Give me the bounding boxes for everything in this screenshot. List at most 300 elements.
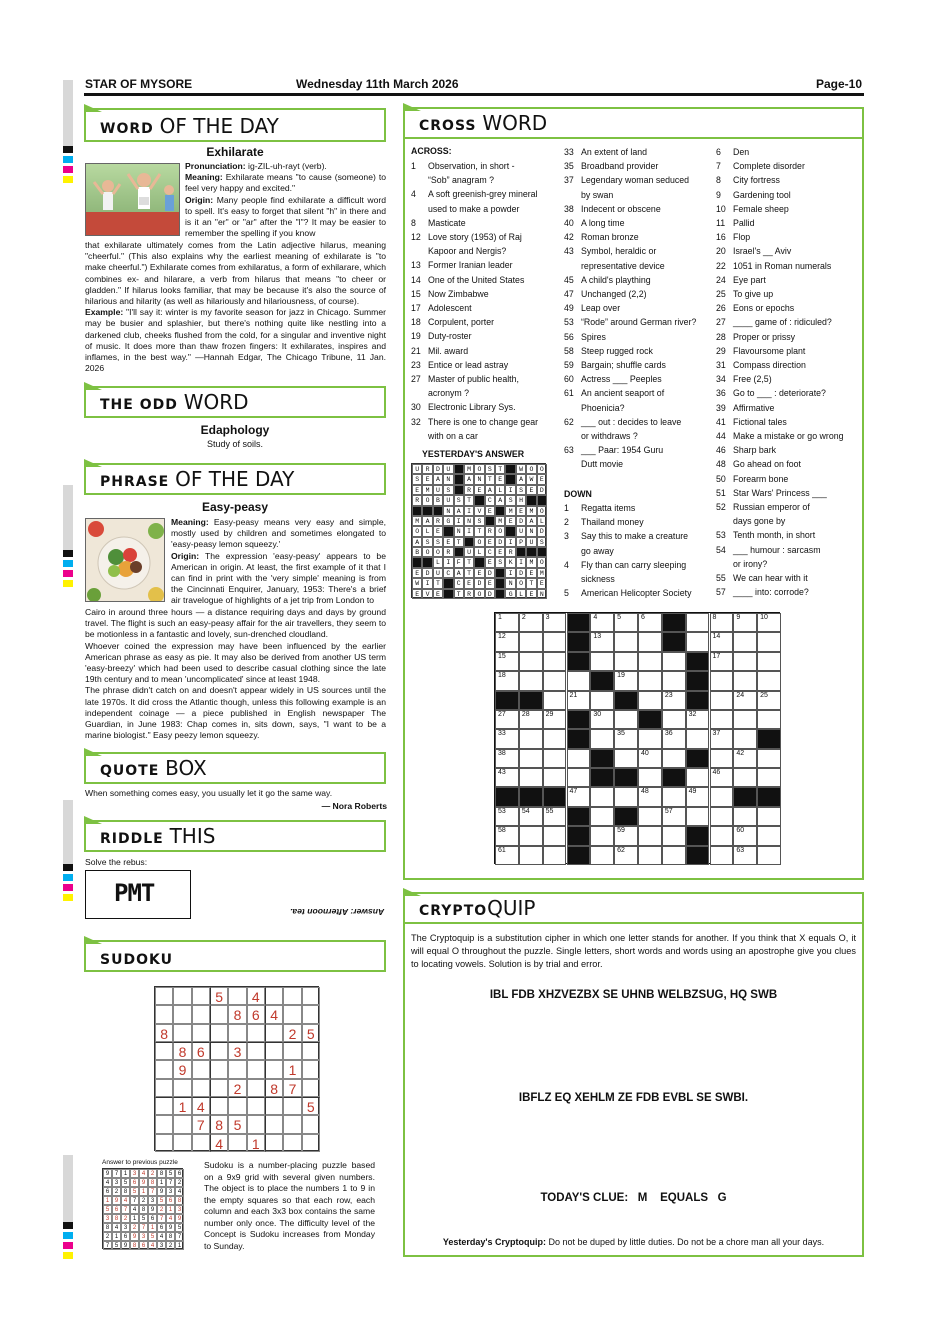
- page-number: Page-10: [816, 77, 863, 91]
- answer-cell: I: [464, 506, 474, 516]
- sudoku-cell[interactable]: [265, 1042, 283, 1060]
- crossword-cell[interactable]: [638, 787, 662, 806]
- crossword-cell[interactable]: [519, 710, 543, 729]
- answer-cell: C: [485, 495, 495, 505]
- crossword-cell[interactable]: [638, 613, 662, 632]
- clue: [411, 287, 561, 301]
- sudoku-cell[interactable]: [155, 1097, 173, 1115]
- crossword-block: [567, 613, 591, 632]
- crossword-cell[interactable]: [710, 710, 734, 729]
- crossword-cell[interactable]: [614, 632, 638, 651]
- sudoku-cell: 1: [283, 1060, 301, 1078]
- crossword-cell[interactable]: [519, 632, 543, 651]
- sudoku-cell[interactable]: [228, 987, 246, 1005]
- crossword-cell[interactable]: [710, 807, 734, 826]
- sudoku-cell[interactable]: [265, 1134, 283, 1152]
- crossword-block: [757, 729, 781, 748]
- crossword-cell[interactable]: [590, 787, 614, 806]
- previous-sudoku-cell: 6: [130, 1178, 139, 1187]
- crossword-cell[interactable]: [710, 768, 734, 787]
- previous-sudoku-cell: 5: [130, 1187, 139, 1196]
- crossword-cell[interactable]: [733, 613, 757, 632]
- sudoku-cell[interactable]: [283, 1097, 301, 1115]
- clue: [411, 159, 561, 173]
- answer-cell: R: [464, 485, 474, 495]
- clue-text: Flavoursome plant: [733, 345, 806, 356]
- across-clues-col2: [564, 145, 714, 472]
- sudoku-cell[interactable]: [283, 987, 301, 1005]
- clue-number: 47: [564, 289, 574, 300]
- clue: [716, 259, 861, 273]
- crossword-cell[interactable]: [567, 671, 591, 690]
- crossword-cell[interactable]: [543, 846, 567, 865]
- clue-number: [564, 572, 581, 586]
- clue: [716, 230, 861, 244]
- answer-cell: M: [505, 506, 515, 516]
- crossword-cell[interactable]: [567, 749, 591, 768]
- crossword-cell[interactable]: [614, 729, 638, 748]
- answer-cell: B: [433, 495, 443, 505]
- crossword-cell[interactable]: [543, 826, 567, 845]
- sudoku-cell[interactable]: [192, 1005, 210, 1023]
- answer-cell: U: [443, 464, 453, 474]
- sudoku-cell[interactable]: [155, 1005, 173, 1023]
- crossword-cell[interactable]: [638, 807, 662, 826]
- crossword-cell[interactable]: [543, 710, 567, 729]
- sudoku-cell[interactable]: [155, 1060, 173, 1078]
- crossword-block: [567, 652, 591, 671]
- sudoku-cell[interactable]: [247, 1042, 265, 1060]
- crossword-cell[interactable]: [614, 749, 638, 768]
- sudoku-cell[interactable]: [265, 1115, 283, 1133]
- sudoku-cell[interactable]: [192, 987, 210, 1005]
- clue-number: 60: [564, 374, 574, 385]
- crossword-cell[interactable]: [519, 768, 543, 787]
- sudoku-cell[interactable]: [155, 987, 173, 1005]
- clue-text: Symbol, heraldic or: [581, 246, 657, 257]
- sudoku-cell[interactable]: [210, 1042, 228, 1060]
- answer-cell: S: [495, 557, 505, 567]
- previous-sudoku-cell: 6: [148, 1214, 157, 1223]
- crossword-cell[interactable]: [757, 671, 781, 690]
- crossword-cell[interactable]: [686, 632, 710, 651]
- previous-sudoku-cell: 1: [121, 1169, 130, 1178]
- crossword-cell[interactable]: [590, 632, 614, 651]
- sudoku-cell[interactable]: [247, 1060, 265, 1078]
- clue: [716, 429, 861, 443]
- crossword-cell[interactable]: [757, 768, 781, 787]
- crossword-cell[interactable]: [614, 787, 638, 806]
- crossword-cell[interactable]: [495, 729, 519, 748]
- answer-block: [516, 547, 526, 557]
- crossword-cell[interactable]: [710, 749, 734, 768]
- sudoku-cell[interactable]: [247, 1079, 265, 1097]
- crossword-cell[interactable]: [495, 632, 519, 651]
- crossword-cell[interactable]: [757, 846, 781, 865]
- answer-cell: E: [495, 547, 505, 557]
- answer-cell: D: [433, 464, 443, 474]
- previous-sudoku-cell: 6: [166, 1196, 175, 1205]
- answer-cell: O: [412, 526, 422, 536]
- clue-number: 37: [564, 175, 574, 186]
- sudoku-cell[interactable]: [283, 1042, 301, 1060]
- crossword-cell[interactable]: [638, 729, 662, 748]
- crossword-block: [662, 613, 686, 632]
- sudoku-cell[interactable]: [265, 1097, 283, 1115]
- sudoku-cell[interactable]: [210, 1005, 228, 1023]
- crossword-cell[interactable]: [662, 787, 686, 806]
- sudoku-cell[interactable]: [302, 1042, 320, 1060]
- crossword-cell[interactable]: [519, 671, 543, 690]
- clue: [716, 330, 861, 344]
- crossword-cell[interactable]: [757, 652, 781, 671]
- crossword-cell[interactable]: [590, 826, 614, 845]
- sudoku-cell[interactable]: [155, 1079, 173, 1097]
- answer-cell: D: [474, 578, 484, 588]
- sudoku-cell[interactable]: [173, 1024, 191, 1042]
- sudoku-cell[interactable]: [210, 1060, 228, 1078]
- crossword-cell[interactable]: [733, 691, 757, 710]
- crossword-cell[interactable]: [662, 710, 686, 729]
- crossword-cell[interactable]: [638, 749, 662, 768]
- clue-text: Actress ___ Peeples: [581, 374, 662, 385]
- margin-bar: [63, 485, 73, 555]
- sudoku-cell[interactable]: [173, 987, 191, 1005]
- previous-sudoku-cell: 4: [139, 1169, 148, 1178]
- clue: [411, 344, 561, 358]
- answer-cell: E: [526, 485, 536, 495]
- crossword-cell[interactable]: [590, 710, 614, 729]
- answer-block: [485, 516, 495, 526]
- crossword-cell[interactable]: [710, 787, 734, 806]
- title-small: SUDOKU: [100, 952, 173, 968]
- crossword-cell[interactable]: [757, 807, 781, 826]
- crossword-cell[interactable]: [543, 768, 567, 787]
- crossword-cell[interactable]: [662, 691, 686, 710]
- sudoku-cell[interactable]: [283, 1115, 301, 1133]
- crossword-cell[interactable]: [614, 671, 638, 690]
- crossword-cell[interactable]: [638, 691, 662, 710]
- crossword-cell[interactable]: [543, 691, 567, 710]
- rebus-text: PMT: [114, 879, 155, 907]
- crossword-cell[interactable]: [543, 671, 567, 690]
- crossword-cell[interactable]: [733, 826, 757, 845]
- crossword-cell[interactable]: [710, 846, 734, 865]
- crossword-cell[interactable]: [519, 846, 543, 865]
- answer-cell: S: [433, 537, 443, 547]
- crossword-cell[interactable]: [614, 710, 638, 729]
- crossword-cell[interactable]: [710, 826, 734, 845]
- crossword-block: [686, 749, 710, 768]
- crossword-cell[interactable]: [662, 671, 686, 690]
- crossword-cell[interactable]: [710, 652, 734, 671]
- crossword-cell[interactable]: [733, 768, 757, 787]
- sudoku-cell[interactable]: [283, 1134, 301, 1152]
- crossword-block: [614, 691, 638, 710]
- sudoku-cell[interactable]: [192, 1134, 210, 1152]
- crossword-cell[interactable]: [495, 768, 519, 787]
- clue-text: Den: [733, 147, 750, 157]
- previous-sudoku-cell: 7: [103, 1241, 112, 1250]
- clue-number: 1: [564, 503, 569, 513]
- answer-cell: M: [412, 516, 422, 526]
- crossword-cell[interactable]: [519, 613, 543, 632]
- cell-number: 46: [712, 769, 721, 777]
- answer-cell: D: [516, 568, 526, 578]
- crossword-cell[interactable]: [614, 652, 638, 671]
- sudoku-cell[interactable]: [173, 1115, 191, 1133]
- crossword-cell[interactable]: [662, 846, 686, 865]
- sudoku-cell: 1: [247, 1134, 265, 1152]
- crossword-cell[interactable]: [495, 652, 519, 671]
- sudoku-cell[interactable]: [302, 1115, 320, 1133]
- crossword-cell[interactable]: [686, 768, 710, 787]
- crossword-cell[interactable]: [757, 613, 781, 632]
- crossword-cell[interactable]: [662, 749, 686, 768]
- sudoku-cell[interactable]: [265, 1024, 283, 1042]
- crossword-cell[interactable]: [495, 826, 519, 845]
- crossword-cell[interactable]: [543, 729, 567, 748]
- clue-text: by swan: [581, 189, 614, 200]
- crossword-cell[interactable]: [710, 671, 734, 690]
- title-big: WORD: [482, 111, 548, 135]
- crossword-cell[interactable]: [662, 729, 686, 748]
- crossword-cell[interactable]: [638, 632, 662, 651]
- previous-sudoku-cell: 5: [175, 1223, 184, 1232]
- sudoku-cell: 4: [247, 987, 265, 1005]
- sudoku-cell[interactable]: [302, 1005, 320, 1023]
- crossword-cell[interactable]: [638, 768, 662, 787]
- crossword-cell[interactable]: [710, 613, 734, 632]
- previous-sudoku-cell: 6: [139, 1241, 148, 1250]
- crossword-cell[interactable]: [757, 749, 781, 768]
- previous-sudoku-cell: 1: [130, 1214, 139, 1223]
- clue-text: Sharp bark: [733, 445, 777, 456]
- clue-number: 59: [564, 360, 574, 371]
- answer-cell: T: [454, 589, 464, 599]
- answer-cell: A: [485, 485, 495, 495]
- clue-text: ___ Paar: 1954 Guru: [581, 445, 664, 456]
- sudoku-cell[interactable]: [173, 1134, 191, 1152]
- clue: [411, 329, 561, 343]
- sudoku-cell[interactable]: [228, 1134, 246, 1152]
- clue-text: A child's plaything: [581, 274, 651, 285]
- crossword-cell[interactable]: [662, 826, 686, 845]
- crossword-cell[interactable]: [686, 613, 710, 632]
- sudoku-cell[interactable]: [173, 1079, 191, 1097]
- crossword-cell[interactable]: [519, 826, 543, 845]
- crossword-cell[interactable]: [590, 729, 614, 748]
- crossword-cell[interactable]: [733, 807, 757, 826]
- clue-text: ___ humour : sarcasm: [733, 544, 821, 555]
- answer-cell: E: [505, 516, 515, 526]
- clue-number: 41: [716, 416, 726, 427]
- swatch-k: [63, 146, 73, 153]
- sudoku-cell[interactable]: [192, 1060, 210, 1078]
- crossword-cell[interactable]: [638, 826, 662, 845]
- crossword-cell[interactable]: [710, 632, 734, 651]
- sudoku-cell[interactable]: [155, 1042, 173, 1060]
- sudoku-cell[interactable]: [247, 1097, 265, 1115]
- clue-text: One of the United States: [428, 274, 525, 285]
- sudoku-cell[interactable]: [265, 987, 283, 1005]
- sudoku-cell[interactable]: [228, 1097, 246, 1115]
- clue-number: 11: [716, 218, 726, 229]
- previous-sudoku-cell: 8: [139, 1205, 148, 1214]
- crossword-cell[interactable]: [733, 846, 757, 865]
- crossword-cell[interactable]: [733, 671, 757, 690]
- crossword-cell[interactable]: [733, 749, 757, 768]
- crossword-block: [590, 749, 614, 768]
- clue-number: 54: [716, 544, 726, 555]
- title-small: THE ODD: [100, 397, 178, 413]
- cryptoquip-clue: TODAY'S CLUE: M EQUALS G: [540, 1192, 727, 1204]
- clue-number: 20: [716, 246, 726, 257]
- crossword-cell[interactable]: [495, 710, 519, 729]
- cryptoquip-intro: The Cryptoquip is a substitution cipher in which one letter stands for another. If you think that X equals O, it will equal O throughout the puzzle. Single letters, short words and words using an apostrophe give you clues to locating vowels. Solution is by trial and error.: [411, 933, 856, 969]
- sudoku-cell[interactable]: [265, 1060, 283, 1078]
- sudoku-cell[interactable]: [247, 1024, 265, 1042]
- crossword-cell[interactable]: [638, 671, 662, 690]
- crossword-cell[interactable]: [495, 807, 519, 826]
- sudoku-cell[interactable]: [283, 1005, 301, 1023]
- crossword-cell[interactable]: [519, 807, 543, 826]
- sudoku-cell[interactable]: [210, 1024, 228, 1042]
- crossword-cell[interactable]: [710, 729, 734, 748]
- answer-cell: N: [505, 578, 515, 588]
- cell-number: 3: [545, 614, 550, 621]
- answer-cell: U: [443, 495, 453, 505]
- crossword-cell[interactable]: [757, 691, 781, 710]
- answer-cell: T: [526, 578, 536, 588]
- answer-block: [454, 464, 464, 474]
- cell-number: 21: [569, 691, 578, 699]
- title-big: QUIP: [487, 896, 536, 920]
- clue-number: 4: [564, 559, 569, 570]
- answer-block: [495, 578, 505, 588]
- clue: [716, 216, 861, 230]
- sudoku-cell[interactable]: [302, 1134, 320, 1152]
- crossword-cell[interactable]: [757, 826, 781, 845]
- crossword-cell[interactable]: [686, 710, 710, 729]
- riddle-prompt: Solve the rebus:: [85, 857, 148, 867]
- cell-number: 29: [545, 710, 554, 718]
- clue-number: 53: [564, 317, 574, 328]
- sudoku-cell[interactable]: [192, 1024, 210, 1042]
- cryptoquip-yesterday-text: Do not be duped by little duties. Do not be a chore man all your days.: [546, 1237, 825, 1247]
- cell-number: 49: [688, 788, 697, 796]
- sudoku-cell[interactable]: [155, 1115, 173, 1133]
- previous-sudoku-cell: 9: [112, 1196, 121, 1205]
- crossword-cell[interactable]: [495, 671, 519, 690]
- crossword-cell[interactable]: [495, 613, 519, 632]
- crossword-cell[interactable]: [662, 652, 686, 671]
- crossword-cell[interactable]: [590, 846, 614, 865]
- sudoku-cell[interactable]: [302, 1060, 320, 1078]
- clue-text: Make a mistake or go wrong: [733, 431, 844, 442]
- crossword-cell[interactable]: [543, 652, 567, 671]
- crossword-cell[interactable]: [757, 632, 781, 651]
- clue-number: 23: [411, 359, 421, 370]
- answer-cell: E: [433, 526, 443, 536]
- crossword-cell[interactable]: [567, 768, 591, 787]
- answer-cell: H: [516, 495, 526, 505]
- crossword-cell[interactable]: [614, 846, 638, 865]
- previous-sudoku-cell: 3: [139, 1232, 148, 1241]
- cell-number: 61: [498, 846, 506, 854]
- crossword-cell[interactable]: [590, 807, 614, 826]
- crossword-cell[interactable]: [495, 749, 519, 768]
- sudoku-cell[interactable]: [155, 1134, 173, 1152]
- crossword-cell[interactable]: [614, 826, 638, 845]
- crossword-cell[interactable]: [590, 652, 614, 671]
- cell-number: 53: [498, 807, 506, 815]
- crossword-cell[interactable]: [543, 613, 567, 632]
- clue-text: sickness: [581, 574, 615, 585]
- crossword-cell[interactable]: [495, 846, 519, 865]
- sudoku-cell[interactable]: [302, 1079, 320, 1097]
- crossword-cell[interactable]: [686, 729, 710, 748]
- clue: [564, 230, 714, 244]
- sudoku-cell[interactable]: [247, 1115, 265, 1133]
- sudoku-cell[interactable]: [302, 987, 320, 1005]
- crossword-cell[interactable]: [733, 652, 757, 671]
- sudoku-cell[interactable]: [228, 1060, 246, 1078]
- crossword-cell[interactable]: [519, 749, 543, 768]
- crossword-cell[interactable]: [733, 729, 757, 748]
- crossword-grid[interactable]: [494, 612, 780, 864]
- clue-number: 36: [716, 388, 726, 399]
- crossword-cell[interactable]: [686, 807, 710, 826]
- crossword-cell[interactable]: [590, 691, 614, 710]
- clue: [564, 188, 714, 202]
- sudoku-cell: 9: [173, 1060, 191, 1078]
- crossword-cell[interactable]: [519, 652, 543, 671]
- crossword-cell[interactable]: [590, 613, 614, 632]
- sudoku-cell[interactable]: [210, 1079, 228, 1097]
- sudoku-cell[interactable]: [192, 1079, 210, 1097]
- cell-number: 35: [617, 730, 625, 738]
- previous-sudoku-cell: 2: [103, 1232, 112, 1241]
- crossword-block: [733, 787, 757, 806]
- crossword-cell[interactable]: [543, 807, 567, 826]
- crossword-cell[interactable]: [638, 846, 662, 865]
- crossword-cell[interactable]: [567, 691, 591, 710]
- crossword-cell[interactable]: [733, 632, 757, 651]
- previous-sudoku-cell: 6: [157, 1223, 166, 1232]
- sudoku-cell[interactable]: [210, 1097, 228, 1115]
- clue: [716, 301, 861, 315]
- crossword-cell[interactable]: [662, 807, 686, 826]
- crossword-cell[interactable]: [757, 710, 781, 729]
- crossword-cell[interactable]: [519, 729, 543, 748]
- sudoku-cell[interactable]: [173, 1005, 191, 1023]
- crossword-cell[interactable]: [638, 652, 662, 671]
- crossword-cell[interactable]: [710, 691, 734, 710]
- answer-cell: L: [516, 589, 526, 599]
- clue-text: Eons or epochs: [733, 303, 795, 314]
- sudoku-cell[interactable]: [228, 1024, 246, 1042]
- crossword-cell[interactable]: [614, 613, 638, 632]
- crossword-cell[interactable]: [543, 632, 567, 651]
- swatch-m: [63, 570, 73, 577]
- clue-text: An ancient seaport of: [581, 388, 665, 399]
- crossword-cell[interactable]: [543, 749, 567, 768]
- crossword-cell[interactable]: [567, 787, 591, 806]
- clue-text: To give up: [733, 289, 774, 300]
- crossword-cell[interactable]: [686, 787, 710, 806]
- crossword-cell[interactable]: [733, 710, 757, 729]
